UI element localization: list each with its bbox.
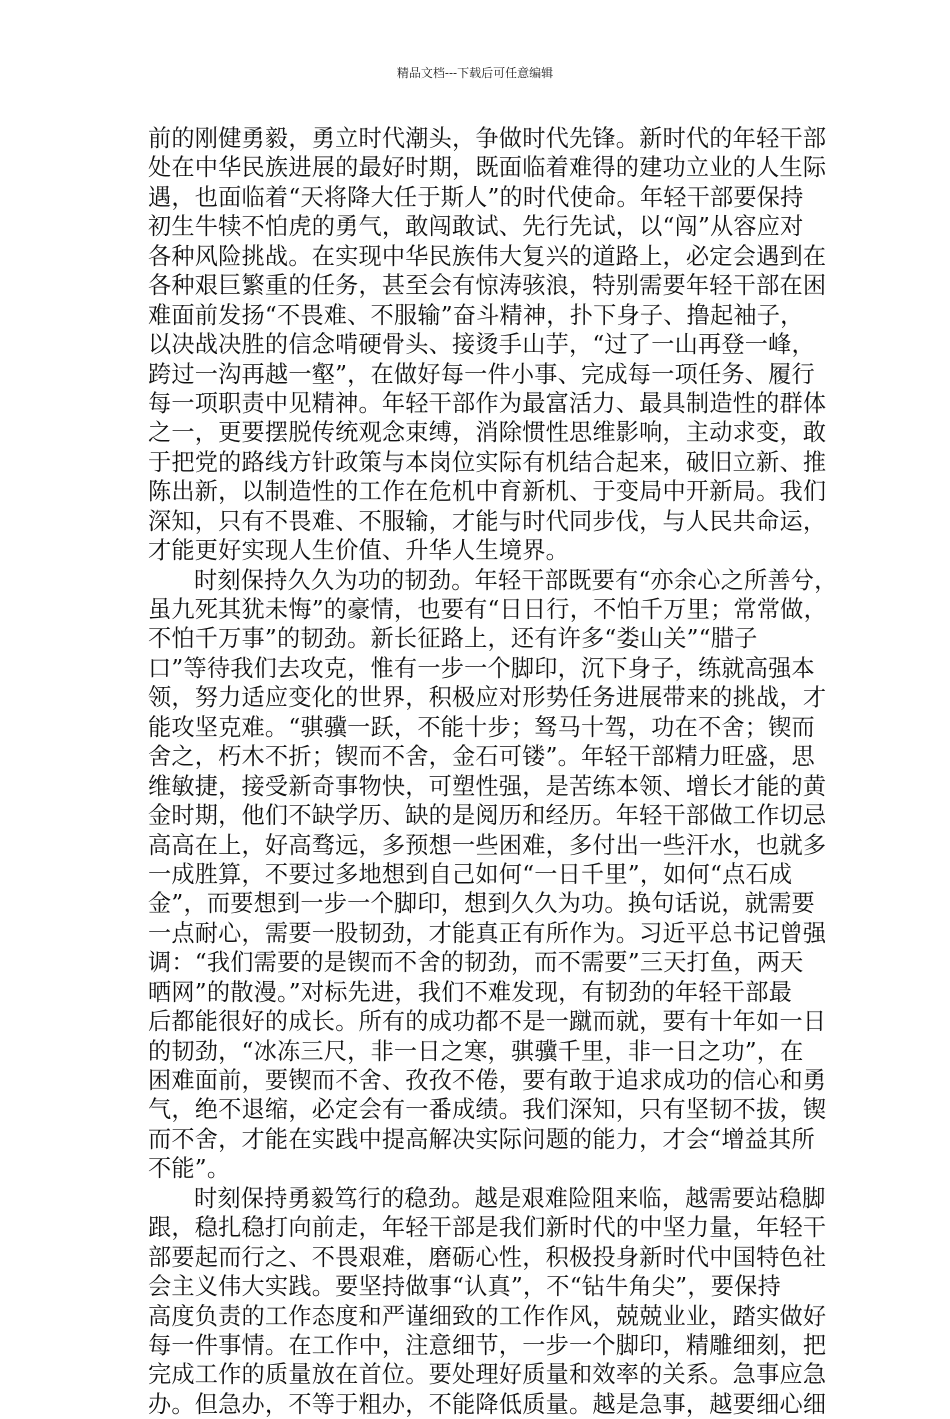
text-line: 难面前发扬“不畏难、不服输”奋斗精神，扑下身子、撸起袖子， [148,301,804,329]
text-line: 前的刚健勇毅，勇立时代潮头，争做时代先锋。新时代的年轻干部 [148,125,827,152]
text-line: 晒网”的散漫。”对标先进，我们不难发现，有韧劲的年轻干部最 [148,978,792,1006]
text-line: 初生牛犊不怕虎的勇气，敢闯敢试、先行先试，以“闯”从容应对 [148,213,804,241]
text-line: 气，绝不退缩，必定会有一番成绩。我们深知，只有坚韧不拔，锲 [148,1096,827,1124]
text-line: 口”等待我们去攻克，惟有一步一个脚印，沉下身子，练就高强本 [148,654,815,682]
text-line: 一成胜算，不要过多地想到自己如何“一日千里”，如何“点石成 [148,860,793,888]
text-line: 遇，也面临着“天将降大任于斯人”的时代使命。年轻干部要保持 [148,183,804,211]
text-line: 各种风险挑战。在实现中华民族伟大复兴的道路上，必定会遇到在 [148,242,827,270]
text-line: 领，努力适应变化的世界，积极应对形势任务进展带来的挑战，才 [148,684,827,712]
page-header: 精品文档---下载后可任意编辑 [396,66,554,80]
document-body [148,124,838,1419]
text-line: 各种艰巨繁重的任务，甚至会有惊涛骇浪，特别需要年轻干部在困 [148,272,827,300]
paragraph [148,124,827,566]
text-line: 不能”。 [148,1155,231,1183]
text-line: 之一，更要摆脱传统观念束缚，消除惯性思维影响，主动求变，敢 [148,419,827,447]
text-line: 深知，只有不畏难、不服输，才能与时代同步伐，与人民共命运， [148,507,827,535]
text-line: 高高在上，好高骛远，多预想一些困难，多付出一些汗水，也就多 [148,831,827,859]
text-line: 时刻保持勇毅笃行的稳劲。越是艰难险阻来临，越需要站稳脚 [194,1184,826,1212]
text-line: 高度负责的工作态度和严谨细致的工作作风，兢兢业业，踏实做好 [148,1302,827,1330]
text-line: 调：“我们需要的是锲而不舍的韧劲，而不需要”三天打鱼，两天 [148,949,804,977]
text-line: 以决战决胜的信念啃硬骨头、接烫手山芋，“过了一山再登一峰， [148,331,815,359]
text-line: 每一件事情。在工作中，注意细节，一步一个脚印，精雕细刻，把 [148,1331,827,1359]
text-line: 处在中华民族进展的最好时期，既面临着难得的建功立业的人生际 [148,154,827,182]
text-line: 完成工作的质量放在首位。要处理好质量和效率的关系。急事应急 [148,1361,827,1389]
text-line: 一点耐心，需要一股韧劲，才能真正有所作为。习近平总书记曾强 [148,919,827,947]
text-line: 会主义伟大实践。要坚持做事“认真”，不“钻牛角尖”，要保持 [148,1273,781,1301]
text-line: 不怕千万事”的韧劲。新长征路上，还有许多“娄山关”“腊子 [148,625,758,653]
text-line: 陈出新，以制造性的工作在危机中育新机、于变局中开新局。我们 [148,478,827,506]
text-line: 跨过一沟再越一壑”，在做好每一件小事、完成每一项任务、履行 [148,360,815,388]
text-line: 虽九死其犹未悔”的豪情，也要有“日日行，不怕千万里；常常做， [148,596,827,623]
paragraph [148,566,838,1184]
text-line: 维敏捷，接受新奇事物快，可塑性强，是苦练本领、增长才能的黄 [148,772,827,800]
text-line: 的韧劲，“冰冻三尺，非一日之寒，骐骥千里，非一日之功”，在 [148,1037,804,1065]
text-line: 舍之，朽木不折；锲而不舍，金石可镂”。年轻干部精力旺盛，思 [148,743,815,771]
text-line: 才能更好实现人生价值、升华人生境界。 [148,537,569,565]
text-line: 金”，而要想到一步一个脚印，想到久久为功。换句话说，就需要 [148,890,815,918]
text-line: 后都能很好的成长。所有的成功都不是一蹴而就，要有十年如一日 [148,1008,827,1036]
text-line: 能攻坚克难。“骐骥一跃，不能十步；驽马十驾，功在不舍；锲而 [148,713,815,741]
text-line: 时刻保持久久为功的韧劲。年轻干部既要有“亦余心之所善兮， [194,566,838,594]
text-line: 办。但急办，不等于粗办，不能降低质量。越是急事，越要细心细 [148,1390,827,1418]
text-line: 跟，稳扎稳打向前走，年轻干部是我们新时代的中坚力量，年轻干 [148,1214,827,1242]
text-line: 而不舍，才能在实践中提高解决实际问题的能力，才会“增益其所 [148,1125,815,1153]
paragraph [148,1184,827,1419]
text-line: 于把党的路线方针政策与本岗位实际有机结合起来，破旧立新、推 [148,448,827,476]
text-line: 部要起而行之、不畏艰难，磨砺心性，积极投身新时代中国特色社 [148,1243,827,1271]
text-line: 金时期，他们不缺学历、缺的是阅历和经历。年轻干部做工作切忌 [148,802,827,830]
text-line: 每一项职责中见精神。年轻干部作为最富活力、最具制造性的群体 [148,389,827,417]
text-line: 困难面前，要锲而不舍、孜孜不倦，要有敢于追求成功的信心和勇 [148,1067,827,1094]
